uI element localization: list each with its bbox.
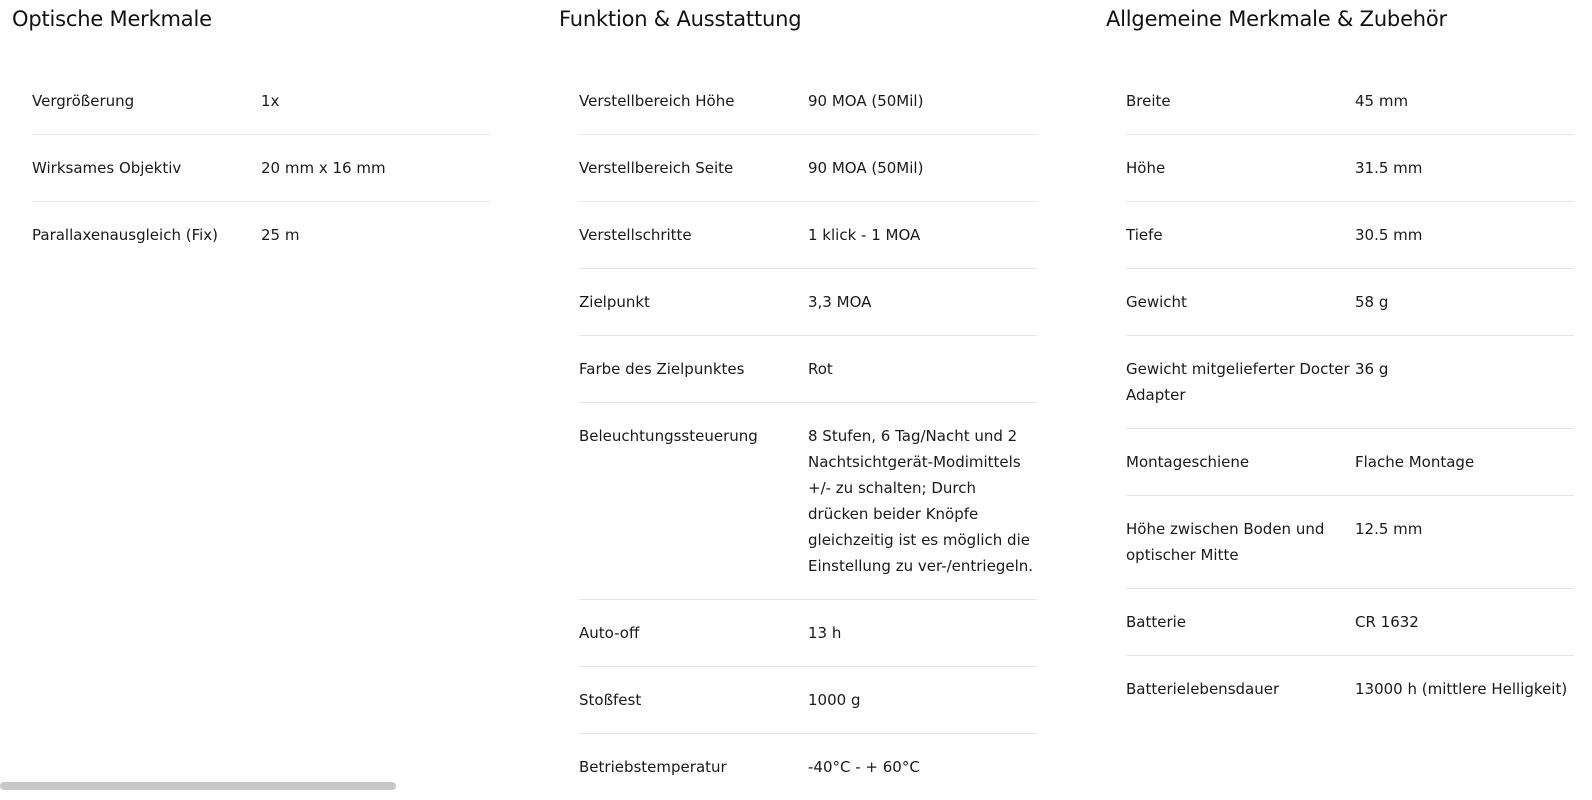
spec-value: 20 mm x 16 mm <box>261 135 490 202</box>
table-row <box>32 202 490 269</box>
table-row <box>579 135 1037 202</box>
spec-value: -40°C - + 60°C <box>808 734 1037 800</box>
table-row <box>579 403 1037 600</box>
spec-value: 36 g <box>1355 336 1574 429</box>
section-title: Allgemeine Merkmale & Zubehör <box>1106 7 1447 31</box>
table-row <box>1126 496 1574 589</box>
spec-label: Gewicht mitgelieferter Docter Adapter <box>1126 336 1355 429</box>
spec-table <box>579 68 1037 800</box>
spec-label: Beleuchtungssteuerung <box>579 403 808 600</box>
spec-value: 1 klick - 1 MOA <box>808 202 1037 269</box>
spec-value: 3,3 MOA <box>808 269 1037 336</box>
spec-value: 30.5 mm <box>1355 202 1574 269</box>
section-title: Optische Merkmale <box>12 7 212 31</box>
spec-label: Montageschiene <box>1126 429 1355 496</box>
horizontal-scrollbar-thumb[interactable] <box>0 782 396 790</box>
spec-value: 1x <box>261 68 490 135</box>
spec-value: 1000 g <box>808 667 1037 734</box>
table-row <box>1126 336 1574 429</box>
spec-value: 12.5 mm <box>1355 496 1574 589</box>
spec-label: Höhe zwischen Boden und optischer Mitte <box>1126 496 1355 589</box>
spec-value: 90 MOA (50Mil) <box>808 135 1037 202</box>
spec-label: Gewicht <box>1126 269 1355 336</box>
spec-value: 25 m <box>261 202 490 269</box>
table-row <box>579 600 1037 667</box>
spec-label: Auto-off <box>579 600 808 667</box>
spec-label: Parallaxenausgleich (Fix) <box>32 202 261 269</box>
spec-label: Wirksames Objektiv <box>32 135 261 202</box>
table-row <box>579 667 1037 734</box>
spec-label: Verstellbereich Seite <box>579 135 808 202</box>
spec-value: Rot <box>808 336 1037 403</box>
table-row <box>1126 429 1574 496</box>
spec-value: CR 1632 <box>1355 589 1574 656</box>
spec-value: 90 MOA (50Mil) <box>808 68 1037 135</box>
spec-label: Tiefe <box>1126 202 1355 269</box>
spec-label: Zielpunkt <box>579 269 808 336</box>
spec-label: Farbe des Zielpunktes <box>579 336 808 403</box>
table-row <box>579 336 1037 403</box>
spec-value: 8 Stufen, 6 Tag/Nacht und 2 Nachtsichtgerät-Modimittels +/- zu schalten; Durch drücken beider Knöpfe gleichzeitig ist es möglich die Einstellung zu ver-/entriegeln. <box>808 403 1037 600</box>
spec-label: Betriebstemperatur <box>579 734 808 800</box>
table-row <box>1126 269 1574 336</box>
table-row <box>32 68 490 135</box>
spec-label: Vergrößerung <box>32 68 261 135</box>
spec-value: 45 mm <box>1355 68 1574 135</box>
table-row <box>1126 135 1574 202</box>
spec-value: 31.5 mm <box>1355 135 1574 202</box>
spec-table <box>1126 68 1574 722</box>
spec-label: Höhe <box>1126 135 1355 202</box>
spec-value: Flache Montage <box>1355 429 1574 496</box>
spec-value: 13 h <box>808 600 1037 667</box>
table-row <box>579 202 1037 269</box>
spec-table <box>32 68 490 268</box>
spec-value: 58 g <box>1355 269 1574 336</box>
table-row <box>1126 589 1574 656</box>
spec-label: Batterie <box>1126 589 1355 656</box>
table-row <box>32 135 490 202</box>
table-row <box>1126 202 1574 269</box>
section-title: Funktion & Ausstattung <box>559 7 801 31</box>
spec-label: Verstellbereich Höhe <box>579 68 808 135</box>
table-row <box>1126 68 1574 135</box>
table-row <box>579 269 1037 336</box>
table-row <box>1126 656 1574 723</box>
table-row <box>579 734 1037 800</box>
spec-label: Stoßfest <box>579 667 808 734</box>
spec-label: Breite <box>1126 68 1355 135</box>
spec-value: 13000 h (mittlere Helligkeit) <box>1355 656 1574 723</box>
spec-label: Batterielebensdauer <box>1126 656 1355 723</box>
spec-label: Verstellschritte <box>579 202 808 269</box>
table-row <box>579 68 1037 135</box>
